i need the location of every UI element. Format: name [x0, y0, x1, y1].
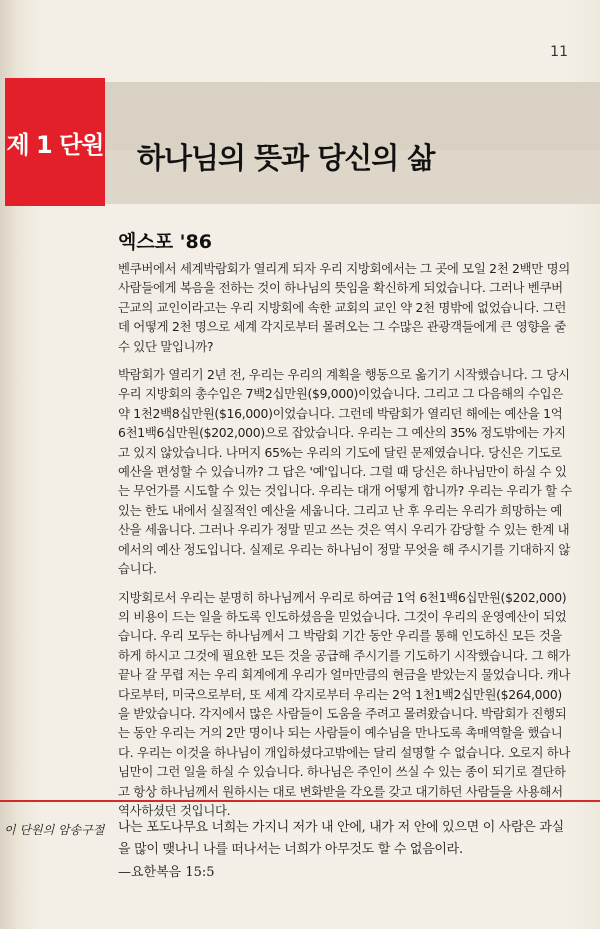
section-divider — [0, 800, 600, 802]
paragraph: 벤쿠버에서 세계박람회가 열리게 되자 우리 지방회에서는 그 곳에 모일 2천 2백만 명의 사람들에게 복음을 전하는 것이 하나님의 뜻임을 확신하게 되었습니다. 그러나 벤쿠버 근교의 교인이라고는 우리 지방회에 속한 교회의 교인 약 2천 명밖에 없었습니다. 그런데 어떻게 2천 명으로 세계 각지로부터 몰려오는 그 수많은 관광객들에게 큰 영향을 줄 수 있단 말입니까? — [118, 261, 570, 354]
paragraph: 박람회가 열리기 2년 전, 우리는 우리의 계획을 행동으로 옮기기 시작했습니다. 그 당시 우리 지방회의 총수입은 7백2십만원($9,000)이었습니다. 그리고 그 다음해의 수입은 약 1천2백8십만원($16,000)이었습니다. 그런데 박람회가 열리던 해에는 예산을 1억 6천1백6십만원($202,000)으로 잡았습니다. 우리는 그 예산의 35% 정도밖에는 가지고 있지 않았습니다. 나머지 65%는 우리의 기도에 달린 문제였습니다. 당신은 기도로 예산을 편성할 수 있습니까? 그 답은 '예'입니다. 그럴 때 당신은 하나님만이 하실 수 있는 무언가를 시도할 수 있는 것입니다. 우리는 대개 어떻게 합니까? 우리는 우리가 할 수 있는 한도 내에서 실질적인 예산을 세웁니다. 그리고 난 후 우리는 우리가 희망하는 예산을 세웁니다. 그러나 우리가 정말 믿고 쓰는 것은 역시 우리가 감당할 수 있는 한계 내에서의 예산 정도입니다. 실제로 우리는 하나님이 정말 무엇을 해 주시기를 기대하지 않습니다. — [118, 367, 572, 577]
section-heading: 엑스포 '86 — [118, 231, 212, 253]
unit-label: 제 1 단원 — [6, 130, 104, 159]
unit-label-box — [5, 78, 105, 206]
memory-verse-reference: —요한복음 15:5 — [118, 865, 215, 880]
page-number: 11 — [550, 44, 568, 60]
body-text — [118, 259, 572, 829]
memory-verse: 나는 포도나무요 너희는 가지니 저가 내 안에, 내가 저 안에 있으면 이 사람은 과실을 많이 맺나니 나를 떠나서는 너희가 아무것도 할 수 없음이라. — [118, 820, 564, 857]
memory-verse-label: 이 단원의 암송구절 — [4, 823, 105, 837]
paragraph: 지방회로서 우리는 분명히 하나님께서 우리로 하여금 1억 6천1백6십만원($202,000)의 비용이 드는 일을 하도록 인도하셨음을 믿었습니다. 그것이 우리의 운영예산이 되었습니다. 우리 모두는 하나님께서 그 박람회 기간 동안 우리를 통해 인도하신 모든 것을 하게 하시고 그것에 필요한 모든 것을 공급해 주시기를 기도하기 시작했습니다. 그 해가 끝나 갈 무렵 저는 우리 회계에게 우리가 얼마만큼의 현금을 받았는지 물었습니다. 캐나다로부터, 미국으로부터, 또 세계 각지로부터 우리는 2억 1천1백2십만원($264,000)을 받았습니다. 각지에서 많은 사람들이 도움을 주려고 몰려왔습니다. 박람회가 진행되는 동안 우리는 거의 2만 명이나 되는 사람들이 예수님을 만나도록 촉매역할을 했습니다. 우리는 이것을 하나님이 개입하셨다고밖에는 달리 설명할 수 없습니다. 오로지 하나님만이 그런 일을 하실 수 있습니다. 하나님은 주인이 쓰실 수 있는 종이 되기로 결단하고 항상 하나님께서 원하시는 대로 변화받을 각오를 갖고 대기하던 사람들을 사용해서 역사하셨던 것입니다. — [118, 589, 571, 818]
chapter-title: 하나님의 뜻과 당신의 삶 — [137, 141, 435, 175]
